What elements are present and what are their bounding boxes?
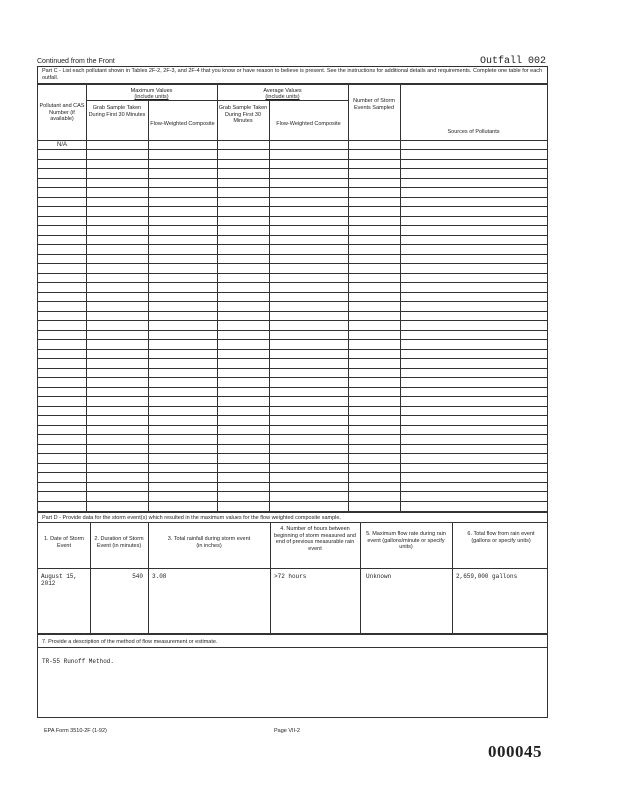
part-d-table (37, 512, 548, 634)
table-row-line (38, 425, 547, 426)
col-max-header: Maximum Values (130, 88, 173, 94)
part-d-col1: 1. Date of Storm Event (43, 536, 85, 549)
table-row-line (38, 415, 547, 416)
table-row-line (38, 377, 547, 378)
page-number: Page VII-2 (274, 728, 300, 734)
form-number: EPA Form 3510-2F (1-92) (44, 728, 107, 734)
table-row-line (38, 501, 547, 502)
table-row-line (38, 263, 547, 264)
part-d-intro: Part D - Provide data for the storm event(s) which resulted in the maximum values for the flow weighted composite sample. (42, 515, 341, 521)
table-row-line (38, 320, 547, 321)
part-d-val5: Unknown (366, 573, 392, 580)
part-d-col2: 2. Duration of Storm Event (in minutes) (94, 536, 144, 549)
table-row-line (38, 311, 547, 312)
outfall-label: Outfall 002 (480, 56, 547, 67)
part-d-val4: >72 hours (274, 573, 307, 580)
part-7-label: 7. Provide a description of the method of flow measurement or estimate. (42, 639, 218, 645)
table-row-line (38, 225, 547, 226)
part-7-box (37, 634, 548, 718)
table-row-line (38, 273, 547, 274)
page-stamp: 000045 (488, 742, 542, 761)
table-row-line (38, 387, 547, 388)
table-row-line (38, 472, 547, 473)
table-row-line (38, 187, 547, 188)
col-pollutant-header: Pollutant and CAS Number (if available) (39, 103, 85, 122)
table-row-line (38, 254, 547, 255)
table-row-line (38, 206, 547, 207)
col-sources: Sources of Pollutants (447, 129, 500, 135)
part-d-val2: 540 (132, 573, 143, 580)
table-row-line (38, 149, 547, 150)
col-avg-flow: Flow-Weighted Composite (276, 121, 341, 127)
part-d-val6: 2,659,000 gallons (456, 573, 518, 580)
table-row-line (38, 453, 547, 454)
table-row-line (38, 358, 547, 359)
continued-label: Continued from the Front (37, 58, 115, 65)
first-row-value: N/A (56, 142, 67, 148)
table-row-line (38, 159, 547, 160)
table-row-line (38, 434, 547, 435)
table-row-line (38, 463, 547, 464)
table-row-line (38, 339, 547, 340)
table-row-line (38, 301, 547, 302)
table-row-line (38, 444, 547, 445)
table-row-line (38, 396, 547, 397)
part-7-value: TR-55 Runoff Method. (42, 658, 115, 665)
part-d-col6: 6. Total flow from rain event (gallons or specify units) (467, 531, 535, 544)
table-row-line (38, 197, 547, 198)
table-row-line (38, 235, 547, 236)
table-row-line (38, 491, 547, 492)
part-c-table (37, 84, 548, 512)
part-d-col5: 5. Maximum flow rate during rain event (gallons/minute or specify units) (366, 531, 446, 550)
col-max-units: (include units) (134, 94, 169, 100)
table-row-line (38, 178, 547, 179)
part-c-intro: Part C - List each pollutant shown in Tables 2F-2, 2F-3, and 2F-4 that you know or have reason to believe is present. See the instructions for additional details and requirements. Complete one table for each outfall. (37, 66, 548, 84)
col-num-events: Number of Storm Events Sampled (353, 98, 395, 111)
table-row-line (38, 168, 547, 169)
table-row-line (38, 368, 547, 369)
table-row-line (38, 406, 547, 407)
table-row-line (38, 330, 547, 331)
table-row-line (38, 282, 547, 283)
table-row-line (38, 216, 547, 217)
col-max-grab: Grab Sample Taken During First 30 Minutes (88, 105, 146, 118)
table-row-line (38, 292, 547, 293)
col-avg-header: Average Values (263, 88, 302, 94)
part-d-val3: 3.08 (152, 573, 167, 580)
table-row-line (38, 482, 547, 483)
col-avg-grab: Grab Sample Taken During First 30 Minutes (218, 105, 268, 124)
table-row-line (38, 244, 547, 245)
col-max-flow: Flow-Weighted Composite (150, 121, 215, 127)
part-d-val1: August 15, 2012 (41, 573, 78, 587)
part-d-col3: 3. Total rainfall during storm event (in inches) (167, 536, 251, 549)
table-row-line (38, 349, 547, 350)
part-d-col4: 4. Number of hours between beginning of storm measured and end of previous measurable rain event (274, 526, 356, 552)
col-avg-units: (include units) (265, 94, 300, 100)
